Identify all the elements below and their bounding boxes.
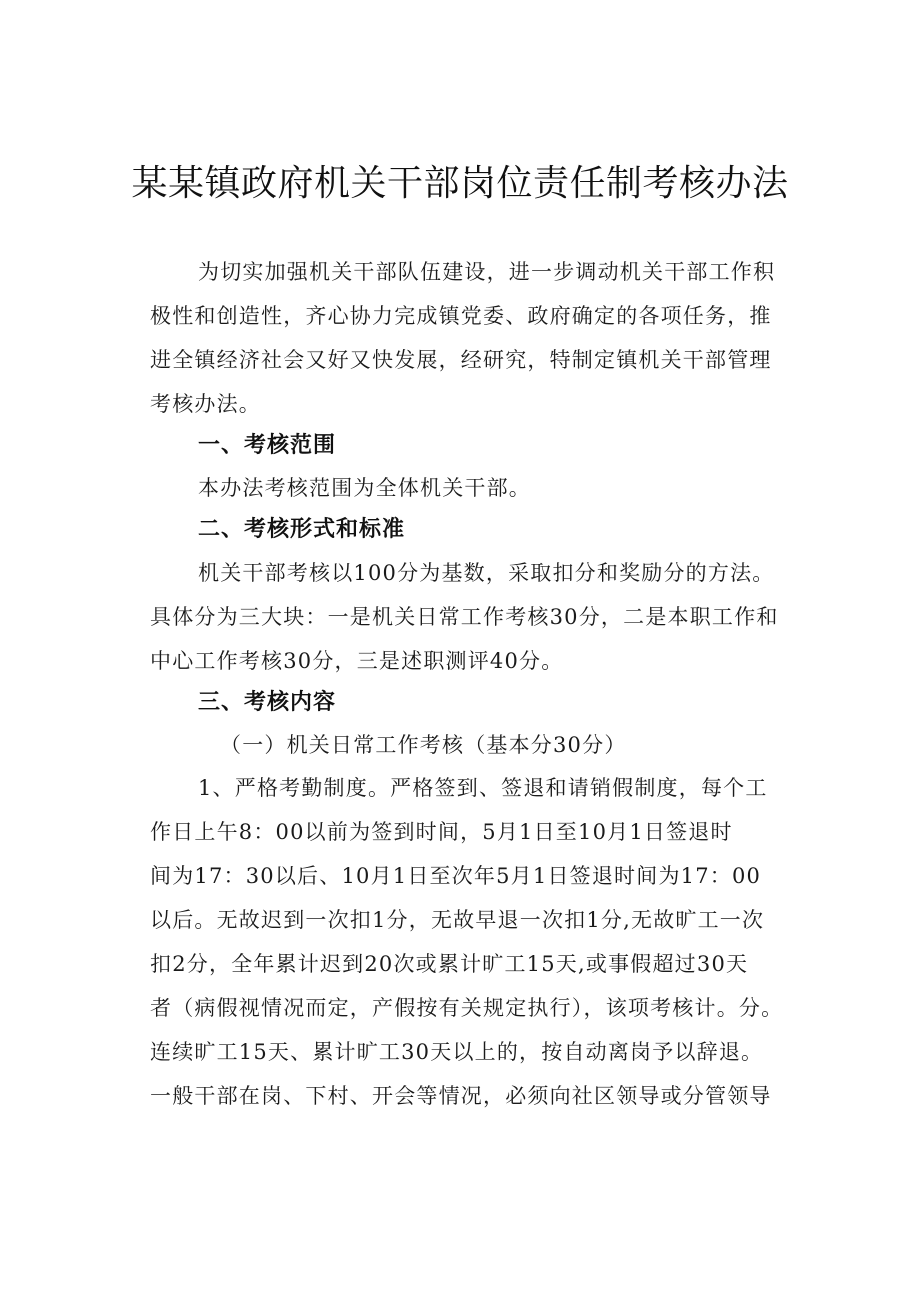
section-heading-form: 二、考核形式和标准 — [198, 517, 406, 542]
section-heading-scope: 一、考核范围 — [198, 433, 337, 458]
section-paragraph-line: 具体分为三大块：一是机关日常工作考核30分，二是本职工作和 — [150, 605, 779, 629]
section-heading-content: 三、考核内容 — [198, 690, 337, 715]
section-paragraph-line: 以后。无故迟到一次扣1分，无故早退一次扣1分,无故旷工一次 — [150, 908, 765, 932]
subsection-heading: （一）机关日常工作考核（基本分30分） — [220, 733, 627, 757]
section-paragraph-line: 中心工作考核30分，三是述职测评40分。 — [150, 649, 564, 673]
section-paragraph-line: 作日上午8：00以前为签到时间，5月1日至10月1日签退时 — [150, 820, 733, 844]
section-paragraph-line: 者（病假视情况而定，产假按有关规定执行），该项考核计。分。 — [150, 996, 784, 1020]
section-paragraph-line: 连续旷工15天、累计旷工30天以上的，按自动离岗予以辞退。 — [150, 1040, 764, 1064]
section-paragraph-line: 1、严格考勤制度。严格签到、签退和请销假制度，每个工 — [198, 776, 768, 800]
intro-line: 进全镇经济社会又好又快发展，经研究，特制定镇机关干部管理 — [150, 348, 772, 372]
section-paragraph-line: 一般干部在岗、下村、开会等情况，必须向社区领导或分管领导 — [150, 1084, 772, 1108]
section-paragraph-line: 机关干部考核以100分为基数，采取扣分和奖励分的方法。 — [198, 561, 775, 585]
document-title: 某某镇政府机关干部岗位责任制考核办法 — [131, 163, 789, 204]
section-paragraph-line: 本办法考核范围为全体机关干部。 — [198, 476, 531, 500]
section-paragraph-line: 扣2分，全年累计迟到20次或累计旷工15天,或事假超过30天 — [150, 952, 749, 976]
intro-line: 考核办法。 — [150, 392, 261, 416]
intro-line: 为切实加强机关干部队伍建设，进一步调动机关干部工作积 — [198, 260, 776, 284]
section-paragraph-line: 间为17：30以后、10月1日至次年5月1日签退时间为17：00 — [150, 864, 762, 888]
intro-line: 极性和创造性，齐心协力完成镇党委、政府确定的各项任务，推 — [150, 304, 772, 328]
